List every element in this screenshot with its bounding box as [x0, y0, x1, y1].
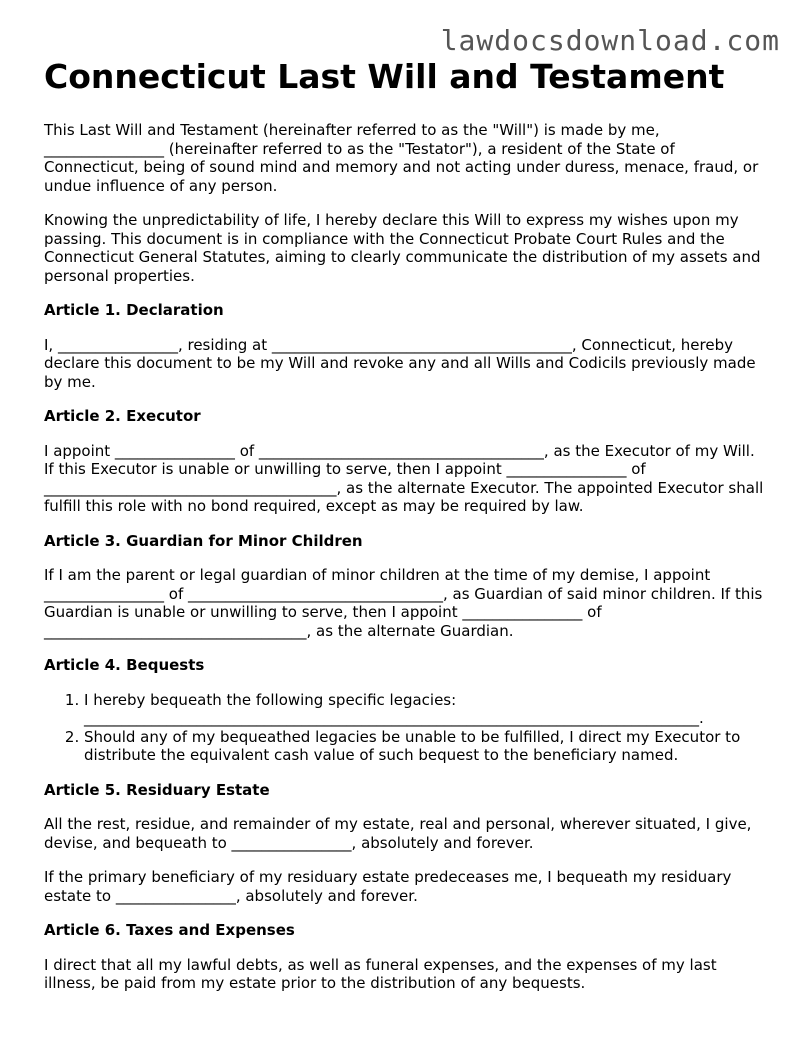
watermark: lawdocsdownload.com: [440, 24, 780, 57]
bequest-item-2: 2. Should any of my bequeathed legacies be unable to be fulfilled, I direct my Executor to distribute the equivalent cash value of such bequest to the beneficiary named.: [84, 728, 764, 765]
article-6-heading: Article 6. Taxes and Expenses: [44, 921, 295, 939]
article-5-paragraph-1: All the rest, residue, and remainder of my estate, real and personal, wherever situated, I give, devise, and bequeath to ________________, absolutely and forever.: [44, 815, 752, 852]
article-3-paragraph: If I am the parent or legal guardian of minor children at the time of my demise, I appoint ________________ of __________________________________, as Guardian of said minor children. If this Guardian is unable or unwilling to serve, then I appoint ________________ of ___________________________________, as the alternate Guardian.: [44, 566, 763, 640]
article-2-paragraph: I appoint ________________ of ______________________________________, as the Executor of my Will. If this Executor is unable or unwilling to serve, then I appoint ________________ of _______________________________________, as the alternate Executor. The appointed Executor shall fulfill this role with no bond required, except as may be required by law.: [44, 441, 764, 515]
page-title: Connecticut Last Will and Testament: [44, 57, 725, 96]
article-4-heading: Article 4. Bequests: [44, 656, 205, 674]
intro-paragraph-2: Knowing the unpredictability of life, I hereby declare this Will to express my wishes upon my passing. This document is in compliance with the Connecticut Probate Court Rules and the Connecticut General Statutes, aiming to clearly communicate the distribution of my assets and personal properties.: [44, 211, 761, 285]
article-5-heading: Article 5. Residuary Estate: [44, 780, 270, 799]
article-5-paragraph-2: If the primary beneficiary of my residuary estate predeceases me, I bequeath my residuary estate to ________________, absolutely and forever.: [44, 868, 732, 905]
article-6-paragraph: I direct that all my lawful debts, as well as funeral expenses, and the expenses of my last illness, be paid from my estate prior to the distribution of any bequests.: [44, 955, 717, 992]
article-3-heading: Article 3. Guardian for Minor Children: [44, 531, 363, 550]
article-1-paragraph: I, ________________, residing at ________________________________________, Connecticut, hereby declare this document to be my Will and revoke any and all Wills and Codicils previously made by me.: [44, 335, 756, 391]
article-2-heading: Article 2. Executor: [44, 407, 201, 425]
bequests-list: [44, 691, 764, 765]
intro-paragraph-1: This Last Will and Testament (hereinafter referred to as the "Will") is made by me, ________________ (hereinafter referred to as the "Testator"), a resident of the State of Connecticut, being of sound mind and memory and not acting under duress, menace, fraud, or undue influence of any person.: [44, 121, 759, 195]
document-page: [44, 57, 764, 1009]
article-1-heading: Article 1. Declaration: [44, 301, 224, 319]
bequest-item-1: 1. I hereby bequeath the following specific legacies: __________________________________________________________________________________.: [84, 691, 764, 728]
